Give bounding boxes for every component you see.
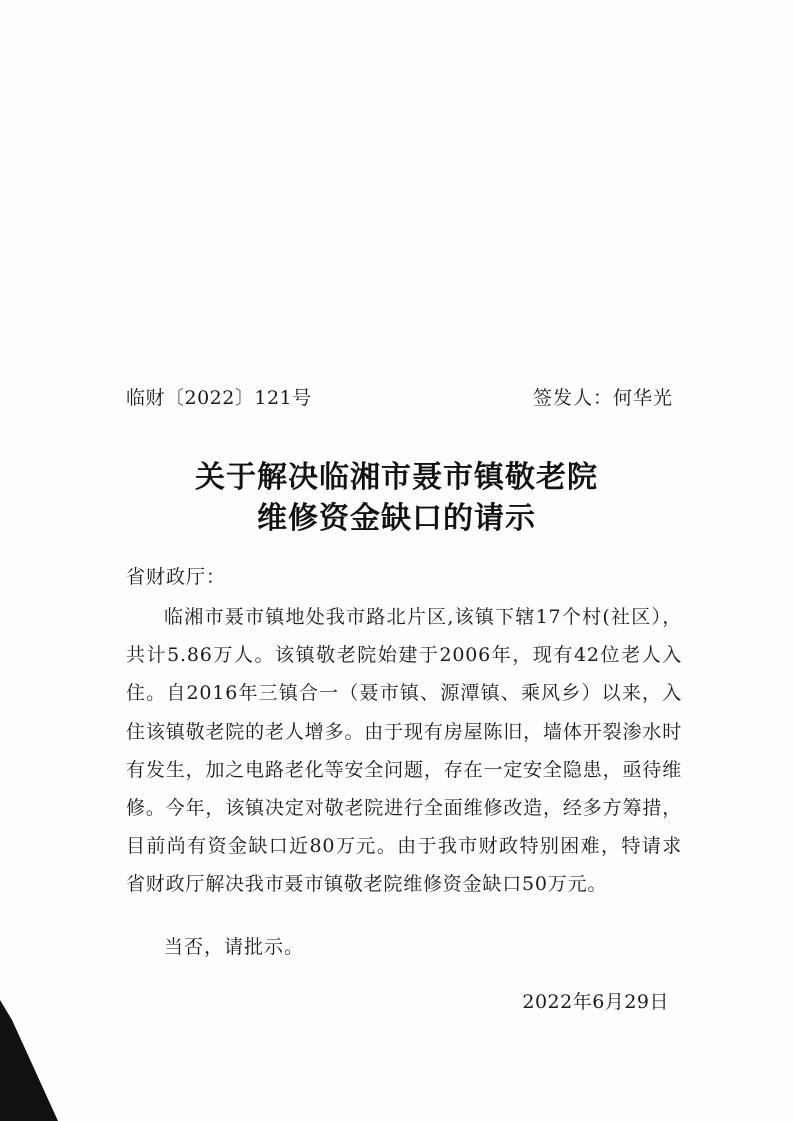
body-paragraph: 临湘市聂市镇地处我市路北片区,该镇下辖17个村(社区），共计5.86万人。该镇敬老院始建于2006年，现有42位老人入住。自2016年三镇合一（聂市镇、源潭镇、乘风乡）以来，入住该镇敬老院的老人增多。由于现有房屋陈旧，墙体开裂渗水时有发生，加之电路老化等安全问题，存在一定安全隐患，亟待维修。今年，该镇决定对敬老院进行全面维修改造，经多方筹措，目前尚有资金缺口近80万元。由于我市财政特别困难，特请求省财政厅解决我市聂市镇敬老院维修资金缺口50万元。 (126, 606, 682, 896)
closing-line: 当否，请批示。 (164, 936, 305, 958)
salutation: 省财政厅： (126, 566, 227, 588)
document-number: 临财〔2022〕121号 (126, 387, 312, 409)
signer: 签发人：何华光 (532, 387, 673, 409)
document-title-line-1: 关于解决临湘市聂市镇敬老院 (195, 460, 598, 495)
scan-shadow-mark (0, 1000, 60, 1121)
document-title-line-2: 维修资金缺口的请示 (257, 501, 536, 536)
document-date: 2022年6月29日 (522, 991, 669, 1013)
